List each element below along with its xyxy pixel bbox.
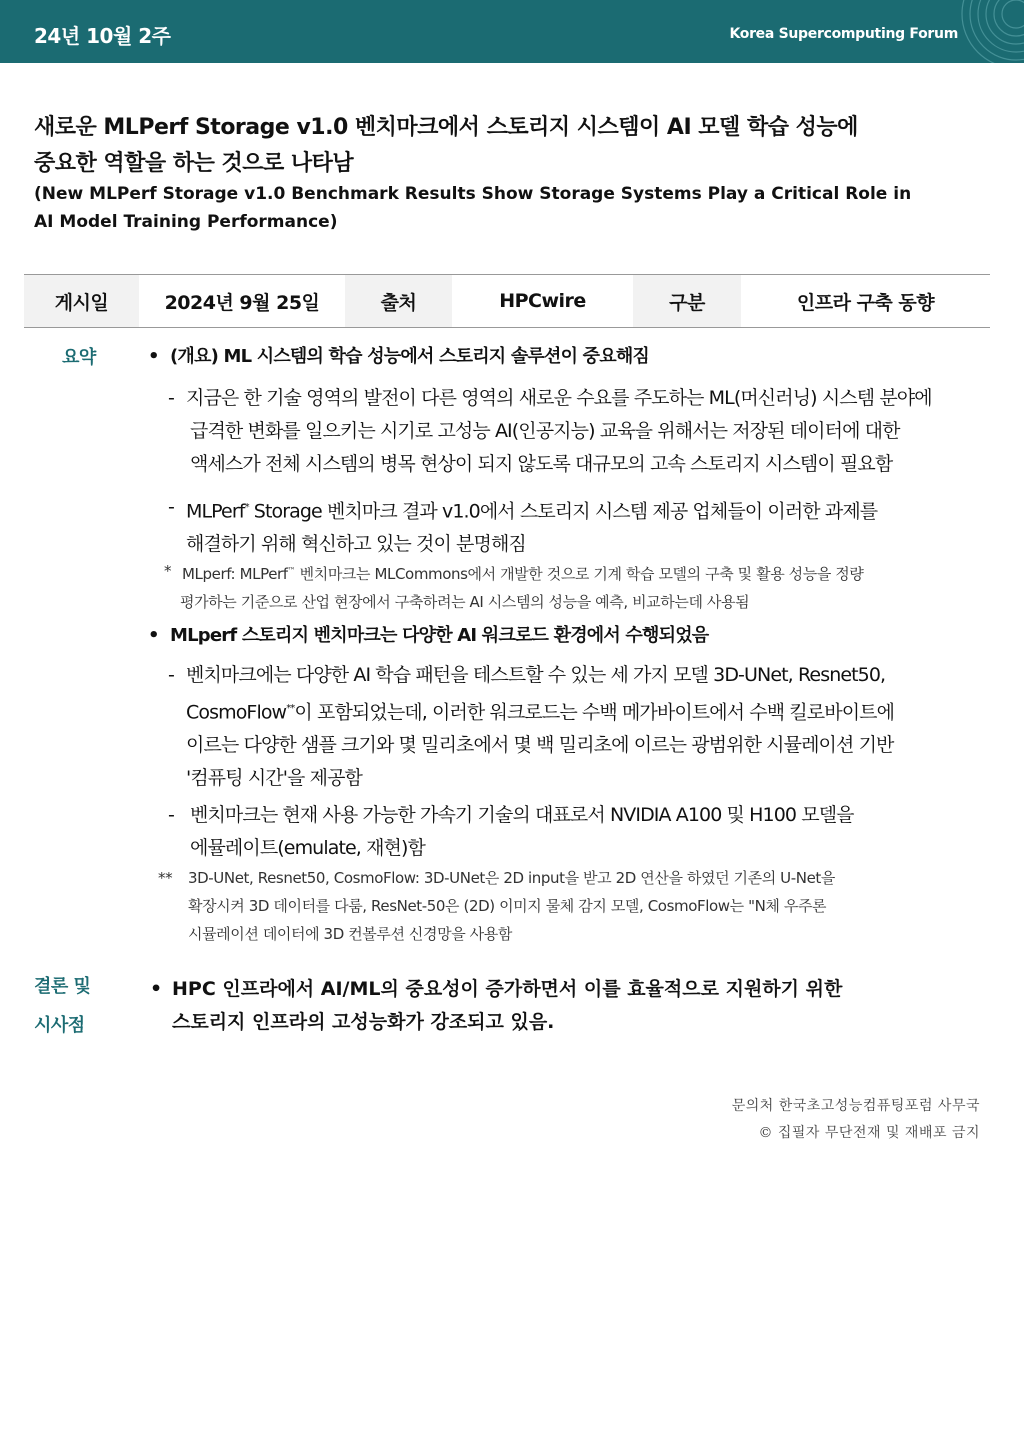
- summary-note-2: [158, 864, 982, 948]
- b2-dash2-line2: 에뮬레이트(emulate, 재현)함: [190, 837, 425, 859]
- title-ko-line1: 새로운 MLPerf Storage v1.0 벤치마크에서 스토리지 시스템이 AI 모델 학습 성능에: [34, 115, 858, 140]
- b2-dash1-line2: 이 포함되었는데, 이러한 워크로드는 수백 메가바이트에서 수백 킬로바이트에: [294, 701, 895, 724]
- bullet-dot-icon: •: [148, 346, 159, 367]
- header-forum-name: Korea Supercomputing Forum: [729, 26, 958, 42]
- note1-prefix: MLperf: MLPerf: [182, 565, 288, 583]
- note2-line3: 시뮬레이션 데이터에 3D 컨볼루션 신경망을 사용함: [188, 925, 512, 943]
- conclusion-line1: HPC 인프라에서 AI/ML의 중요성이 증가하면서 이를 효율적으로 지원하기 위한: [172, 978, 843, 1000]
- title-en-line1: (New MLPerf Storage v1.0 Benchmark Results Show Storage Systems Play a Critical Role in: [34, 184, 912, 204]
- dash-marker: -: [168, 496, 174, 518]
- summary-b1-dash-2: [168, 491, 982, 561]
- decorative-swirl-icon: [934, 0, 1024, 63]
- b1-dash1-line1: 지금은 한 기술 영역의 발전이 다른 영역의 새로운 수요를 주도하는 ML(머신러닝) 시스템 분야에: [186, 387, 932, 409]
- note1-sup: ™: [287, 566, 296, 575]
- note1-line1: 벤치마크는 MLCommons에서 개발한 것으로 기계 학습 모델의 구축 및 활용 성능을 정량: [295, 565, 864, 583]
- b2-dash1-line4: '컴퓨팅 시간'을 제공함: [186, 767, 363, 790]
- title-en-line2: AI Model Training Performance): [34, 212, 338, 232]
- footer-copyright: © 집필자 무단전재 및 재배포 금지: [758, 1125, 980, 1141]
- b1-dash2-line1: Storage 벤치마크 결과 v1.0에서 스토리지 시스템 제공 업체들이 이러한 과제를: [248, 500, 878, 523]
- summary-b2-dash-2: [168, 799, 982, 865]
- page-title-english: [34, 180, 984, 236]
- b2-dash2-line1: 벤치마크는 현재 사용 가능한 가속기 기술의 대표로서 NVIDIA A100 및 H100 모델을: [190, 804, 854, 826]
- category-label: 구분: [633, 275, 741, 327]
- bullet-dot-icon: •: [150, 978, 163, 1000]
- summary-b2-dash-1: [168, 659, 982, 795]
- header-week: 24년 10월 2주: [34, 24, 171, 48]
- summary-bullet-1: [148, 342, 988, 372]
- category-value: 인프라 구축 동향: [796, 291, 935, 314]
- dash-marker: -: [168, 664, 174, 686]
- source-value: HPCwire: [499, 290, 586, 312]
- b2-dash1-line1: 벤치마크에는 다양한 AI 학습 패턴을 테스트할 수 있는 세 가지 모델 3D-UNet, Resnet50,: [186, 664, 886, 686]
- page-title-korean: [34, 110, 984, 182]
- bullet-dot-icon: •: [148, 625, 159, 646]
- b2-dash1-line2-prefix: CosmoFlow: [186, 701, 287, 724]
- bullet-2-text: MLperf 스토리지 벤치마크는 다양한 AI 워크로드 환경에서 수행되었음: [170, 625, 709, 646]
- summary-b1-dash-1: [168, 382, 982, 481]
- footer-contact: 문의처 한국초고성능컴퓨팅포럼 사무국: [731, 1098, 980, 1114]
- b1-dash2-prefix: MLPerf: [186, 500, 245, 523]
- b1-dash1-line2: 급격한 변화를 일으키는 시기로 고성능 AI(인공지능) 교육을 위해서는 저장된 데이터에 대한: [190, 420, 900, 442]
- bullet-1-text: (개요) ML 시스템의 학습 성능에서 스토리지 솔루션이 중요해짐: [170, 346, 650, 367]
- conclusion-line2: 스토리지 인프라의 고성능화가 강조되고 있음.: [172, 1011, 555, 1033]
- summary-bullet-2: [148, 621, 988, 651]
- b1-dash2-line2: 해결하기 위해 혁신하고 있는 것이 분명해짐: [186, 533, 526, 556]
- b2-dash1-line3: 이르는 다양한 샘플 크기와 몇 밀리초에서 몇 백 밀리초에 이르는 광범위한 시뮬레이션 기반: [186, 734, 894, 757]
- conclusion-bullet: [150, 973, 982, 1039]
- posted-value: 2024년 9월 25일: [164, 291, 320, 314]
- info-table: [24, 274, 990, 328]
- title-ko-line2: 중요한 역할을 하는 것으로 나타남: [34, 151, 354, 176]
- b1-dash2-sup: *: [244, 502, 249, 513]
- conclusion-label-line2: 시사점: [34, 1015, 85, 1036]
- note-2-mark: **: [158, 869, 173, 887]
- note2-line1: 3D-UNet, Resnet50, CosmoFlow: 3D-UNet은 2D input을 받고 2D 연산을 하였던 기존의 U-Net을: [188, 869, 835, 887]
- summary-label: 요약: [62, 347, 96, 368]
- header-bar: [0, 0, 1024, 63]
- note-1-mark: *: [164, 562, 172, 580]
- note2-line2: 확장시켜 3D 데이터를 다룸, ResNet-50은 (2D) 이미지 물체 감지 모델, CosmoFlow는 "N체 우주론: [188, 897, 827, 915]
- conclusion-label-line1: 결론 및: [34, 976, 91, 997]
- dash-marker: -: [168, 387, 174, 409]
- source-label: 출처: [345, 275, 452, 327]
- note1-line2: 평가하는 기준으로 산업 현장에서 구축하려는 AI 시스템의 성능을 예측, 비교하는데 사용됨: [180, 593, 750, 611]
- dash-marker: -: [168, 804, 174, 826]
- b2-dash1-sup: **: [286, 703, 295, 714]
- posted-label: 게시일: [24, 275, 139, 327]
- b1-dash1-line3: 액세스가 전체 시스템의 병목 현상이 되지 않도록 대규모의 고속 스토리지 시스템이 필요함: [190, 453, 893, 475]
- summary-note-1: [164, 557, 982, 616]
